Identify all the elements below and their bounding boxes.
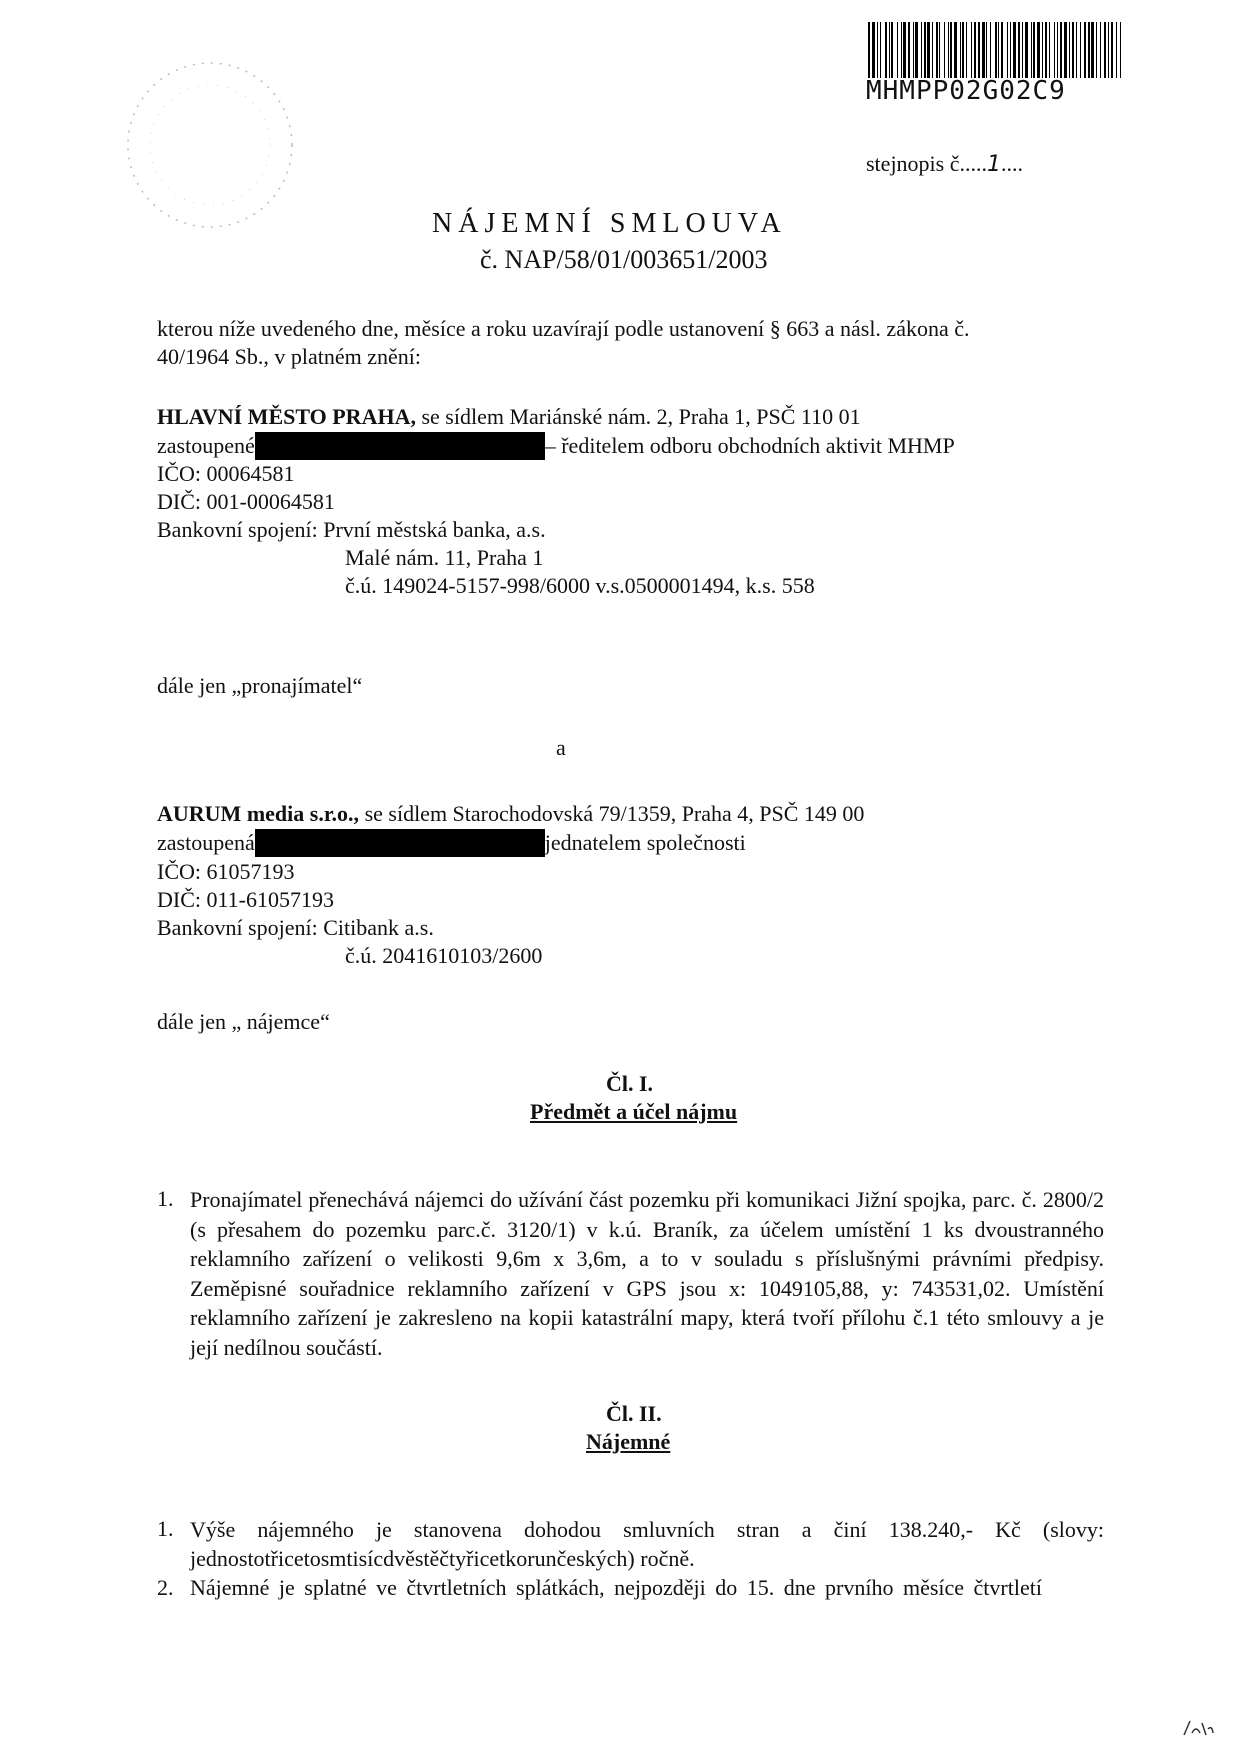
lessee-name: AURUM media s.r.o., bbox=[157, 801, 360, 826]
lessor-bank-address: Malé nám. 11, Praha 1 bbox=[345, 545, 544, 570]
intro-line-2: 40/1964 Sb., v platném znění: bbox=[157, 344, 421, 369]
lessee-heading bbox=[157, 800, 864, 828]
article-2-title: Nájemné bbox=[586, 1429, 671, 1454]
conjunction: a bbox=[556, 735, 566, 760]
lessor-name: HLAVNÍ MĚSTO PRAHA, bbox=[157, 404, 416, 429]
lessor-dic: DIČ: 001-00064581 bbox=[157, 489, 335, 514]
lessee-alias: dále jen „ nájemce“ bbox=[157, 1009, 330, 1034]
lessor-account: č.ú. 149024-5157-998/6000 v.s.0500001494, k.s. 558 bbox=[345, 573, 815, 598]
article-2-item-1-index: 1. bbox=[157, 1516, 174, 1541]
copy-number: 1 bbox=[987, 152, 1001, 177]
article-2-item-2-index: 2. bbox=[157, 1575, 174, 1600]
lessor-seat: se sídlem Mariánské nám. 2, Praha 1, PSČ 110 01 bbox=[421, 404, 861, 429]
contract-number: č. NAP/58/01/003651/2003 bbox=[480, 245, 768, 274]
article-1-item-text: Pronajímatel přenechává nájemci do užívání část pozemku při komunikaci Jižní spojka, parc. č. 2800/2 (s přesahem do pozemku parc.č. 3120/1) v k.ú. Braník, za účelem umístění 1 ks dvoustranného reklamního zařízení o velikosti 9,6m x 3,6m, a to v souladu s příslušnými právními předpisy. Zeměpisné souřadnice reklamního zařízení v GPS jsou x: 1049105,88, y: 743531,02. Umístění reklamního zařízení je zakresleno na kopii katastrální mapy, která tvoří přílohu č.1 této smlouvy a je její nedílnou součástí. bbox=[190, 1187, 1104, 1360]
article-2-number: Čl. II. bbox=[606, 1401, 662, 1426]
stamp-mark bbox=[110, 50, 310, 240]
lessee-dic: DIČ: 011-61057193 bbox=[157, 887, 335, 912]
lessor-bank: Bankovní spojení: První městská banka, a.s. bbox=[157, 517, 546, 542]
article-2-item-1-text: Výše nájemného je stanovena dohodou smluvních stran a činí 138.240,- Kč (slovy: jednostotřicetosmtisícdvěstěčtyřicetkorunčeských) ročně. bbox=[190, 1517, 1104, 1571]
lessee-bank: Bankovní spojení: Citibank a.s. bbox=[157, 915, 434, 940]
lessee-account: č.ú. 2041610103/2600 bbox=[345, 943, 543, 968]
article-1-number: Čl. I. bbox=[606, 1071, 654, 1096]
redaction-block bbox=[255, 432, 545, 460]
article-1-item-index: 1. bbox=[157, 1186, 174, 1211]
document-title: NÁJEMNÍ SMLOUVA bbox=[432, 208, 787, 239]
lessee-representation: zastoupená jednatelem společnosti bbox=[157, 830, 746, 855]
lessor-ico: IČO: 00064581 bbox=[157, 461, 295, 486]
redaction-block bbox=[255, 829, 545, 857]
copy-label: stejnopis č.....1.... bbox=[866, 151, 1023, 177]
lessor-representation: zastoupené – ředitelem odboru obchodních aktivit MHMP bbox=[157, 433, 955, 458]
article-1-title: Předmět a účel nájmu bbox=[530, 1099, 738, 1124]
barcode-image bbox=[866, 22, 1126, 78]
intro-line-1: kterou níže uvedeného dne, měsíce a roku uzavírají podle ustanovení § 663 a násl. zákona č. bbox=[157, 316, 970, 341]
lessor-alias: dále jen „pronajímatel“ bbox=[157, 673, 363, 698]
article-2-item-2-text: Nájemné je splatné ve čtvrtletních splátkách, nejpozději do 15. dne prvního měsíce čtvrtletí bbox=[190, 1575, 1042, 1600]
lessee-seat: se sídlem Starochodovská 79/1359, Praha 4, PSČ 149 00 bbox=[364, 801, 865, 826]
barcode-text: MHMPP02G02C9 bbox=[866, 76, 1066, 106]
lessor-heading bbox=[157, 403, 861, 431]
initials-mark bbox=[1180, 1715, 1216, 1741]
lessee-ico: IČO: 61057193 bbox=[157, 859, 295, 884]
